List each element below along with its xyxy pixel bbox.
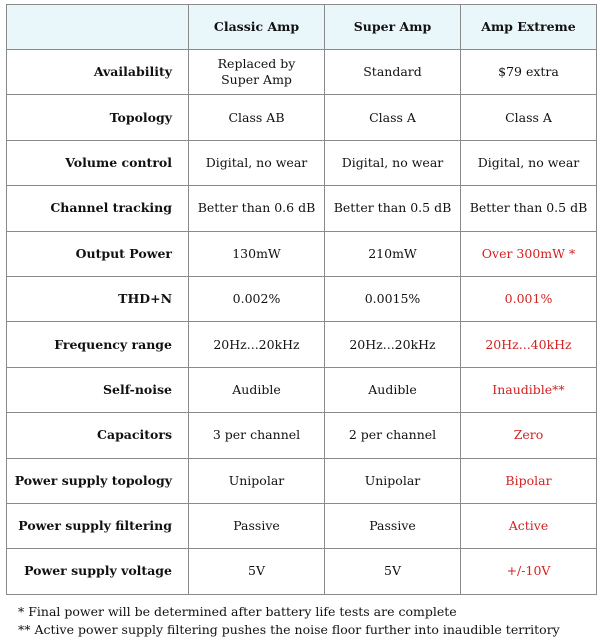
table-cell: +/-10V [461,549,597,594]
row-label: Capacitors [7,413,189,458]
table-cell: Zero [461,413,597,458]
row-label: THD+N [7,276,189,321]
footnotes [18,603,588,639]
table-cell: Better than 0.5 dB [325,186,461,231]
table-cell: Class A [461,95,597,140]
table-cell: 0.002% [189,276,325,321]
column-header-classic-amp: Classic Amp [189,5,325,50]
header-row [7,5,597,50]
table-cell: Better than 0.5 dB [461,186,597,231]
header-corner-cell [7,5,189,50]
table-cell: Inaudible** [461,367,597,412]
table-cell: 210mW [325,231,461,276]
table-cell: Passive [325,503,461,548]
footnote-self-noise: ** Active power supply filtering pushes the noise floor further into inaudible territory [18,622,560,637]
table-cell: Bipolar [461,458,597,503]
table-cell: 5V [325,549,461,594]
table-row [7,186,597,231]
table-cell: Audible [325,367,461,412]
table-cell: Passive [189,503,325,548]
row-label: Power supply filtering [7,503,189,548]
table-cell: Unipolar [189,458,325,503]
table-cell: Standard [325,50,461,95]
table-cell: 5V [189,549,325,594]
table-cell: 0.001% [461,276,597,321]
table-cell: 0.0015% [325,276,461,321]
table-row [7,231,597,276]
table-row [7,276,597,321]
table-cell: Digital, no wear [461,140,597,185]
table-cell: Class AB [189,95,325,140]
table-row [7,50,597,95]
table-row [7,322,597,367]
comparison-table [6,4,597,595]
row-label: Output Power [7,231,189,276]
table-cell: Audible [189,367,325,412]
table-cell: Digital, no wear [189,140,325,185]
table-row [7,140,597,185]
table-row [7,95,597,140]
row-label: Volume control [7,140,189,185]
table-cell: 130mW [189,231,325,276]
row-label: Power supply topology [7,458,189,503]
column-header-super-amp: Super Amp [325,5,461,50]
table-cell: 20Hz...40kHz [461,322,597,367]
row-label: Topology [7,95,189,140]
table-row [7,367,597,412]
footnote-output-power: * Final power will be determined after battery life tests are complete [18,604,457,619]
table-cell: $79 extra [461,50,597,95]
table-row [7,503,597,548]
table-cell: 2 per channel [325,413,461,458]
table-cell: Over 300mW * [461,231,597,276]
table-cell: Better than 0.6 dB [189,186,325,231]
column-header-amp-extreme: Amp Extreme [461,5,597,50]
table-cell: Unipolar [325,458,461,503]
table-cell: Active [461,503,597,548]
table-cell: 3 per channel [189,413,325,458]
table-row [7,458,597,503]
table-cell: Replaced by Super Amp [189,50,325,95]
row-label: Self-noise [7,367,189,412]
table-cell: 20Hz...20kHz [325,322,461,367]
row-label: Channel tracking [7,186,189,231]
table-cell: Class A [325,95,461,140]
table-cell: 20Hz...20kHz [189,322,325,367]
table-cell: Digital, no wear [325,140,461,185]
row-label: Availability [7,50,189,95]
table-row [7,413,597,458]
table-row [7,549,597,594]
table-body [7,50,597,595]
row-label: Power supply voltage [7,549,189,594]
row-label: Frequency range [7,322,189,367]
